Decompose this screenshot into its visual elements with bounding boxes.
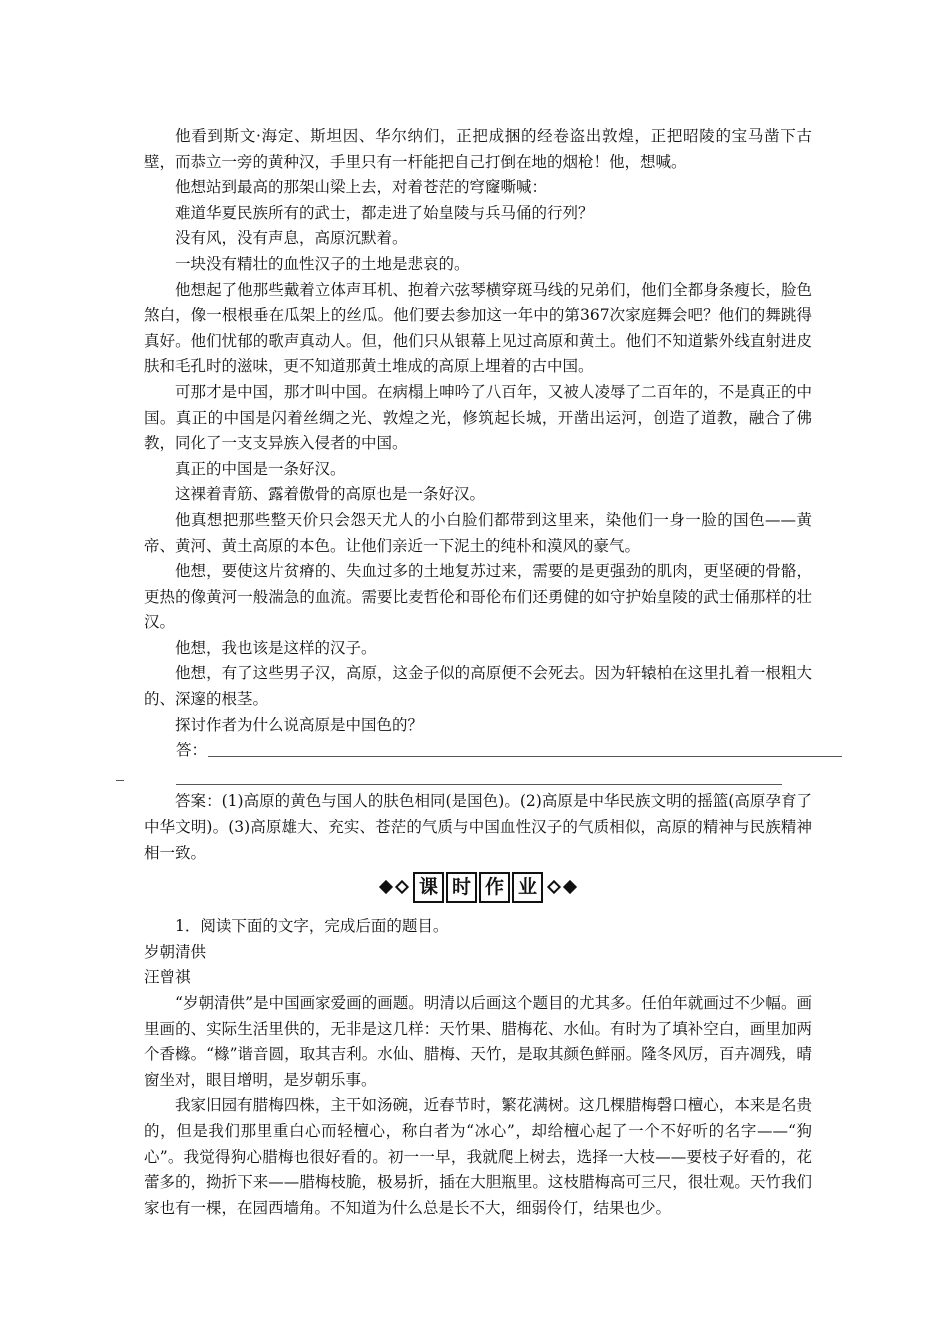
paragraph: 他真想把那些整天价只会怨天尤人的小白脸们都带到这里来，染他们一身一脸的国色——黄帝、黄河、黄土高原的本色。让他们亲近一下泥土的纯朴和漠风的豪气。 bbox=[144, 510, 812, 555]
paragraph: 可那才是中国，那才叫中国。在病榻上呻吟了八百年，又被人凌辱了二百年的，不是真正的中国。真正的中国是闪着丝绸之光、敦煌之光，修筑起长城，开凿出运河，创造了道教，融合了佛教，同化了一支支异族入侵者的中国。 bbox=[144, 382, 812, 453]
paragraph: 他想，我也该是这样的汉子。 bbox=[175, 638, 377, 657]
passage-top bbox=[144, 124, 812, 738]
paragraph: 他想，要使这片贫瘠的、失血过多的土地复苏过来，需要的是更强劲的肌肉，更坚硬的骨骼，更热的像黄河一般湍急的血流。需要比麦哲伦和哥伦布们还勇健的如守护始皇陵的武士俑那样的壮汉。 bbox=[144, 562, 812, 632]
section-title-char: 作 bbox=[479, 872, 510, 903]
paragraph: “岁朝清供”是中国画家爱画的画题。明清以后画这个题目的尤其多。任伯年就画过不少幅。画里画的、实际生活里供的，无非是这几样：天竹果、腊梅花、水仙。有时为了填补空白，画里加两个香橼。“橼”谐音圆，取其吉利。水仙、腊梅、天竹，是取其颜色鲜丽。隆冬风厉，百卉凋残，晴窗坐对，眼目增明，是岁朝乐事。 bbox=[144, 994, 812, 1089]
paragraph: 一块没有精壮的血性汉子的土地是悲哀的。 bbox=[175, 254, 470, 273]
section-title bbox=[413, 872, 543, 903]
diamond-icon bbox=[395, 880, 409, 894]
section-title-char: 课 bbox=[413, 872, 444, 903]
paragraph: 没有风，没有声息，高原沉默着。 bbox=[175, 229, 408, 248]
paragraph: 我家旧园有腊梅四株，主干如汤碗，近春节时，繁花满树。这几棵腊梅磬口檀心，本来是名贵的，但是我们那里重白心而轻檀心，称白者为“冰心”，却给檀心起了一个不好听的名字——“狗心”。我觉得狗心腊梅也很好看的。初一一早，我就爬上树去，选择一大枝——要枝子好看的，花蕾多的，拗折下来——腊梅枝脆，极易折，插在大胆瓶里。这枝腊梅高可三尺，很壮观。天竹我们家也有一棵，在园西墙角。不知道为什么总是长不大，细弱伶仃，结果也少。 bbox=[144, 1096, 812, 1217]
article-title: 岁朝清供 bbox=[144, 942, 207, 961]
paragraph: 难道华夏民族所有的武士，都走进了始皇陵与兵马俑的行列？ bbox=[175, 203, 594, 222]
paragraph: 他看到斯文·海定、斯坦因、华尔纳们，正把成捆的经卷盗出敦煌，正把昭陵的宝马凿下古壁，而恭立一旁的黄种汉，手里只有一杆能把自己打倒在地的烟枪！他，想喊。 bbox=[144, 127, 812, 171]
question-1: 1．阅读下面的文字，完成后面的题目。 bbox=[175, 917, 449, 936]
diamond-icon bbox=[563, 880, 577, 894]
paragraph: 这裸着青筋、露着傲骨的高原也是一条好汉。 bbox=[175, 485, 486, 504]
section-title-char: 时 bbox=[446, 872, 477, 903]
paragraph: 他想起了他那些戴着立体声耳机、抱着六弦琴横穿斑马线的兄弟们，他们全都身条瘦长，脸色煞白，像一根根垂在瓜架上的丝瓜。他们要去参加这一年中的第367次家庭舞会吧？他们的舞跳得真好。他们忧郁的歌声真动人。但，他们只从银幕上见过高原和黄土。他们不知道紫外线直射进皮肤和毛孔时的滋味，更不知道那黄土堆成的高原上埋着的古中国。 bbox=[144, 280, 812, 376]
answer-label: 答： bbox=[176, 741, 208, 760]
answer-line-2[interactable] bbox=[144, 764, 812, 790]
section-header bbox=[144, 870, 812, 904]
document-content bbox=[144, 124, 812, 1221]
diamond-icon bbox=[379, 880, 393, 894]
paragraph: 他想站到最高的那架山梁上去，对着苍茫的穹窿嘶喊： bbox=[175, 178, 548, 197]
section-title-char: 业 bbox=[512, 872, 543, 903]
article-author: 汪曾祺 bbox=[144, 968, 191, 987]
diamond-icon bbox=[547, 880, 561, 894]
question-prompt: 探讨作者为什么说高原是中国色的？ bbox=[175, 715, 424, 734]
answer-rule bbox=[208, 756, 842, 757]
answer-rule-dash bbox=[116, 780, 124, 781]
answer-line[interactable] bbox=[144, 738, 812, 764]
paragraph: 他想，有了这些男子汉，高原，这金子似的高原便不会死去。因为轩辕柏在这里扎着一根粗大的、深邃的根茎。 bbox=[144, 664, 812, 709]
passage-bottom bbox=[144, 991, 812, 1221]
answer-key: 答案：(1)高原的黄色与国人的肤色相同(是国色)。(2)高原是中华民族文明的摇篮(高原孕育了中华文明)。(3)高原雄大、充实、苍茫的气质与中国血性汉子的气质相似，高原的精神与民族精神相一致。 bbox=[144, 792, 812, 862]
paragraph: 真正的中国是一条好汉。 bbox=[175, 459, 346, 478]
answer-rule bbox=[176, 784, 782, 785]
